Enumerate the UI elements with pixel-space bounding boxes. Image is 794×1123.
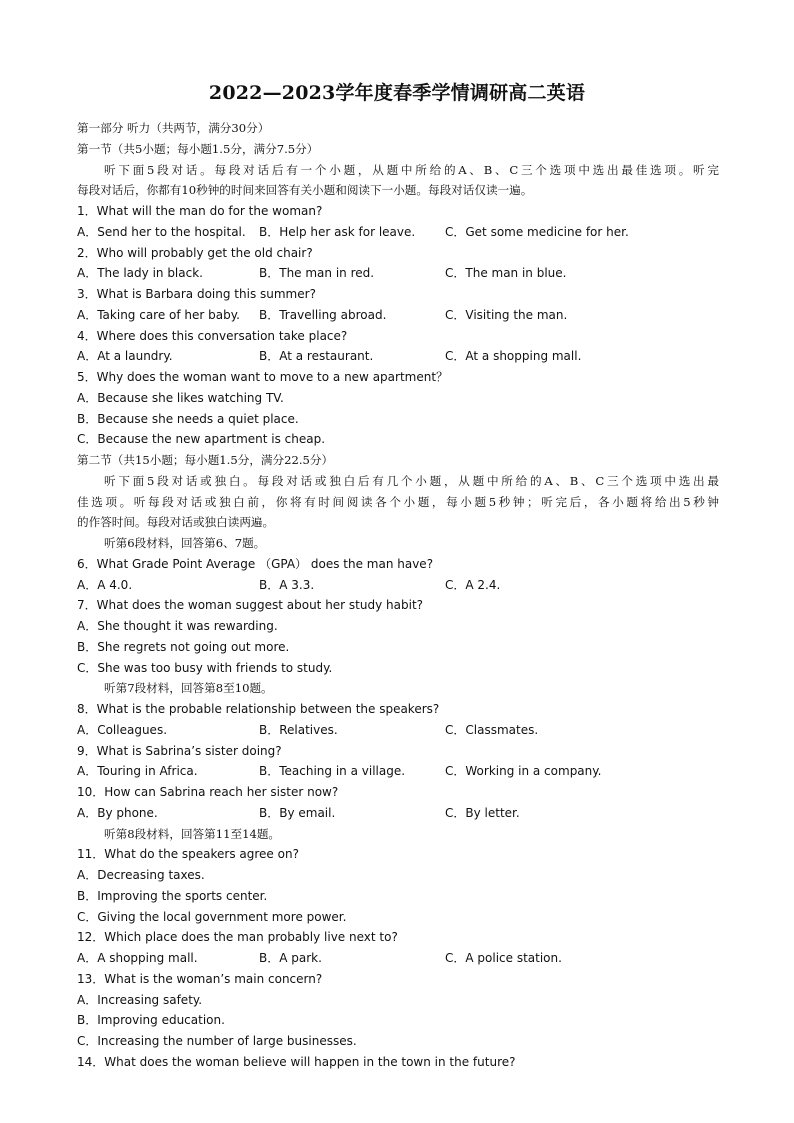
question-13-option-a: A．Increasing safety. [77, 992, 203, 1007]
option-c: C．Visiting the man. [445, 307, 568, 322]
option-c: C．A 2.4. [445, 577, 501, 592]
material-6-note: 听第6段材料，回答第6、7题。 [104, 536, 266, 550]
material-7-note: 听第7段材料，回答第8至10题。 [104, 681, 273, 696]
question-11-option-a: A．Decreasing taxes. [77, 868, 205, 882]
question-12-stem: 12．Which place does the man probably live next to? [77, 930, 398, 945]
question-14-stem: 14．What does the woman believe will happen in the town in the future? [77, 1054, 516, 1069]
option-a: A．Taking care of her baby. [77, 307, 240, 322]
option-a: A．Colleagues. [77, 722, 168, 737]
question-7-option-a: A．She thought it was rewarding. [77, 619, 278, 633]
question-2-options [77, 263, 719, 284]
option-c: C．Classmates. [445, 722, 539, 737]
option-c: C．By letter. [445, 805, 520, 820]
question-5-stem: 5．Why does the woman want to move to a new apartment？ [77, 370, 449, 384]
option-c: C．The man in blue. [445, 266, 567, 281]
option-c: C．A police station. [445, 951, 562, 965]
section2-directions: 听下面5段对话或独白。每段对话或独白后有几个小题，从题中所给的A、B、C三个选项中选出最 [104, 473, 719, 488]
question-7-option-b: B．She regrets not going out more. [77, 639, 290, 654]
question-9-options [77, 761, 719, 782]
question-3-options [77, 305, 719, 326]
option-b: B．By email. [259, 805, 336, 820]
question-2-stem: 2．Who will probably get the old chair? [77, 245, 313, 260]
option-a: A．By phone. [77, 805, 158, 820]
option-c: C．Get some medicine for her. [445, 224, 629, 239]
option-a: A．The lady in black. [77, 266, 203, 281]
question-7-stem: 7．What does the woman suggest about her study habit? [77, 598, 424, 613]
exam-content [77, 118, 719, 1073]
question-6-stem: 6．What Grade Point Average （GPA） does the man have? [77, 556, 434, 571]
section1-directions-cont: 每段对话后，你都有10秒钟的时间来回答有关小题和阅读下一小题。每段对话仅读一遍。 [77, 183, 533, 198]
option-b: B．Teaching in a village. [259, 764, 406, 779]
option-a: A．A shopping mall. [77, 951, 198, 965]
question-1-stem: 1．What will the man do for the woman? [77, 204, 323, 218]
question-13-stem: 13．What is the woman’s main concern? [77, 971, 323, 986]
question-11-option-c: C．Giving the local government more power. [77, 909, 347, 924]
question-13-option-b: B．Improving education. [77, 1013, 225, 1028]
option-b: B．Travelling abroad. [259, 307, 387, 322]
page-title: 2022—2023学年度春季学情调研高二英语 [208, 82, 586, 104]
question-4-options [77, 346, 719, 367]
option-a: A．Send her to the hospital. [77, 224, 246, 239]
section2-heading: 第二节（共15小题；每小题1.5分，满分22.5分） [77, 453, 334, 467]
option-b: B．Relatives. [259, 722, 338, 737]
question-11-option-b: B．Improving the sports center. [77, 888, 268, 903]
question-8-options [77, 720, 719, 741]
option-b: B．Help her ask for leave. [259, 224, 416, 239]
option-c: C．At a shopping mall. [445, 349, 582, 364]
option-c: C．Working in a company. [445, 764, 602, 779]
question-5-option-c: C．Because the new apartment is cheap. [77, 432, 326, 447]
material-8-note: 听第8段材料，回答第11至14题。 [104, 826, 281, 841]
question-5-option-b: B．Because she needs a quiet place. [77, 411, 299, 426]
question-13-option-c: C．Increasing the number of large businesses. [77, 1034, 357, 1048]
question-10-options [77, 803, 719, 824]
question-6-options [77, 575, 719, 596]
question-12-options [77, 948, 719, 969]
option-b: B．A 3.3. [259, 577, 315, 592]
section2-directions-end: 的作答时间。每段对话或独白读两遍。 [77, 515, 275, 530]
question-7-option-c: C．She was too busy with friends to study. [77, 660, 333, 675]
option-a: A．At a laundry. [77, 349, 173, 364]
option-b: B．A park. [259, 951, 322, 965]
part-heading: 第一部分 听力（共两节，满分30分） [77, 121, 270, 135]
question-3-stem: 3．What is Barbara doing this summer? [77, 287, 316, 301]
question-11-stem: 11．What do the speakers agree on? [77, 847, 299, 862]
section1-heading: 第一节（共5小题；每小题1.5分，满分7.5分） [77, 141, 319, 156]
option-a: A．A 4.0. [77, 577, 133, 592]
question-9-stem: 9．What is Sabrina’s sister doing? [77, 743, 282, 758]
question-1-options [77, 222, 719, 243]
question-8-stem: 8．What is the probable relationship between the speakers? [77, 702, 440, 716]
option-b: B．At a restaurant. [259, 349, 374, 364]
section2-directions-cont: 佳选项。听每段对话或独白前，你将有时间阅读各个小题，每小题5秒钟；听完后，各小题将给出5秒钟 [77, 494, 719, 509]
question-10-stem: 10．How can Sabrina reach her sister now? [77, 785, 339, 799]
option-a: A．Touring in Africa. [77, 764, 198, 779]
option-b: B．The man in red. [259, 266, 375, 281]
section1-directions: 听下面5段对话。每段对话后有一个小题，从题中所给的A、B、C三个选项中选出最佳选项。听完 [104, 162, 719, 177]
question-4-stem: 4．Where does this conversation take place? [77, 328, 348, 343]
question-5-option-a: A．Because she likes watching TV. [77, 390, 284, 405]
